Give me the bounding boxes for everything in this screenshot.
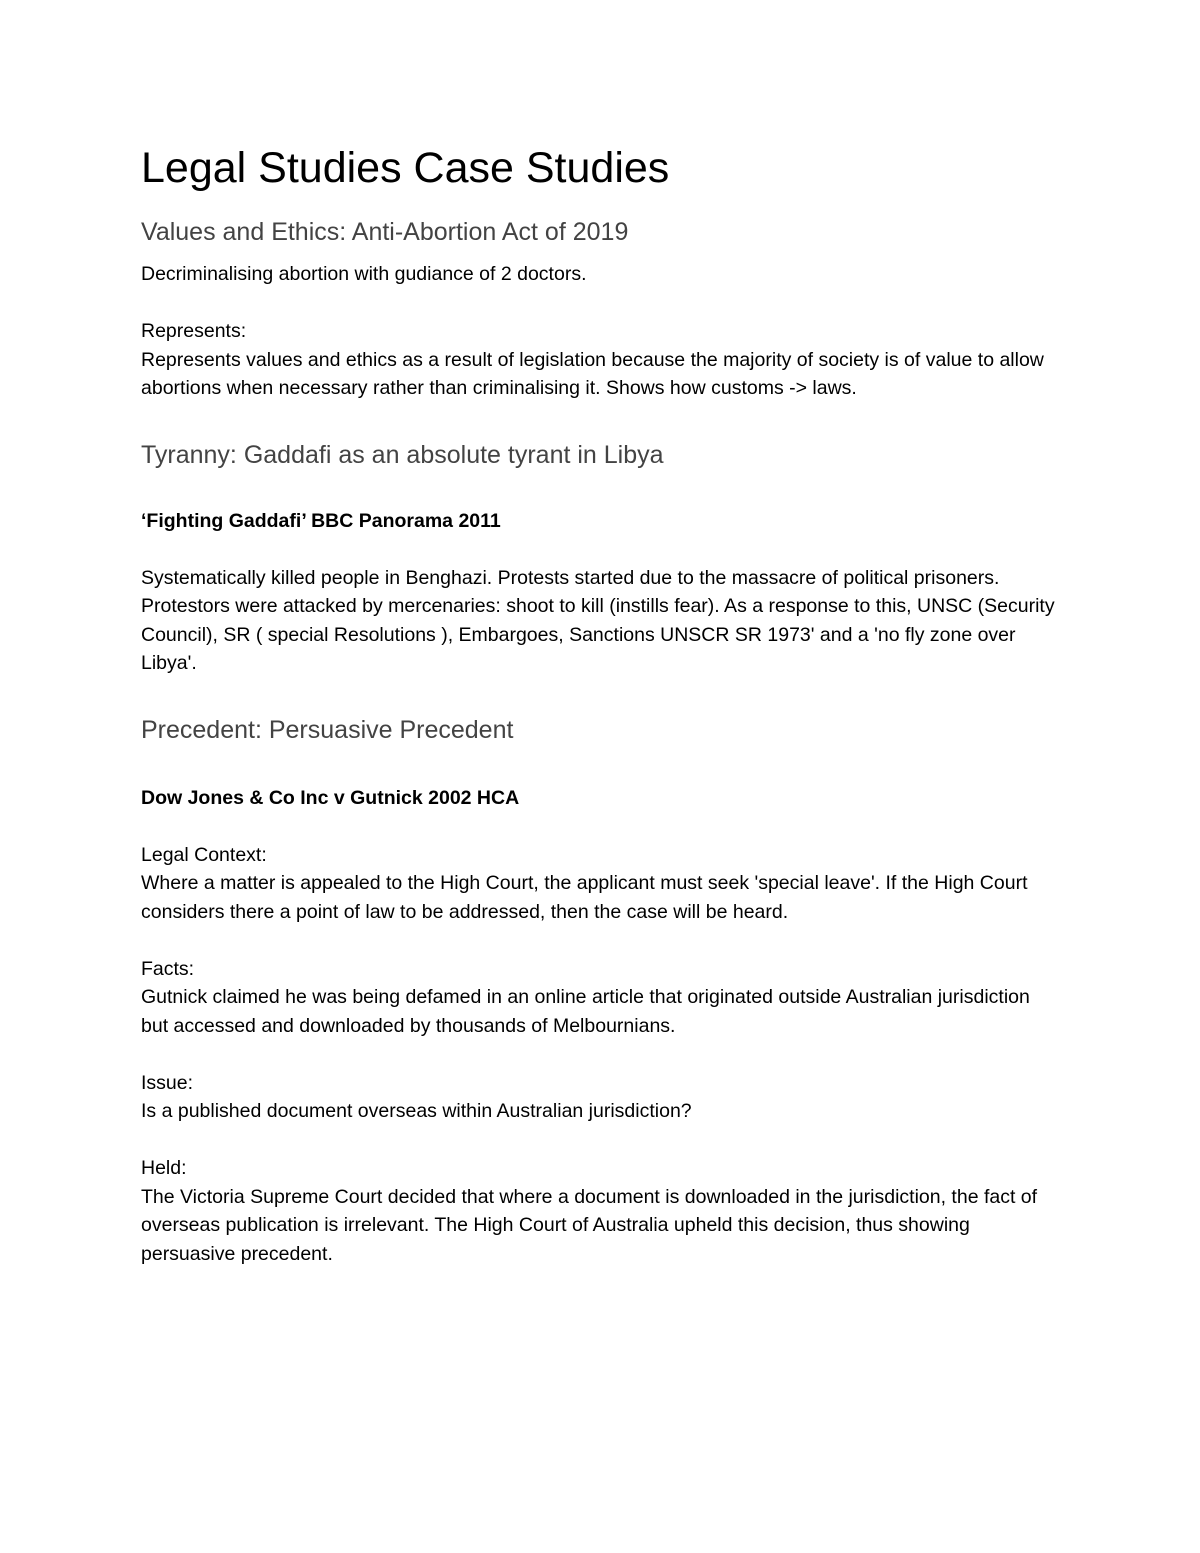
issue-text: Is a published document overseas within Australian jurisdiction? <box>141 1100 692 1122</box>
facts-text: Gutnick claimed he was being defamed in an online article that originated outside Australian jurisdiction but accessed and downloaded by thousands of Melbournians. <box>141 986 1030 1037</box>
legal-context-label: Legal Context: <box>141 843 267 866</box>
document-title: Legal Studies Case Studies <box>141 144 670 192</box>
represents-label: Represents: <box>141 320 247 342</box>
section-heading-values-ethics: Values and Ethics: Anti-Abortion Act of 2019 <box>141 218 629 246</box>
tyranny-text: Systematically killed people in Benghazi. Protests started due to the massacre of political prisoners. Protestors were attacked by mercenaries: shoot to kill (instills fear). As a response to this, UNSC (Security Council), SR ( special Resolutions ), Embargoes, Sanctions UNSCR SR 1973' and a 'no fly zone over Libya'. <box>141 566 1055 674</box>
spacer <box>141 1040 1061 1069</box>
represents-text: Represents values and ethics as a result of legislation because the majority of society is of value to allow abortions when necessary rather than criminalising it. Shows how customs -> laws. <box>141 348 1044 399</box>
section-heading-precedent: Precedent: Persuasive Precedent <box>141 715 514 744</box>
section-summary: Decriminalising abortion with gudiance of 2 doctors. <box>141 263 587 285</box>
spacer <box>141 535 1061 564</box>
legal-context-text: Where a matter is appealed to the High Court, the applicant must seek 'special leave'. If the High Court considers there a point of law to be addressed, then the case will be heard. <box>141 872 1028 923</box>
spacer <box>141 1126 1061 1155</box>
case-title-gaddafi: ‘Fighting Gaddafi’ BBC Panorama 2011 <box>141 509 501 532</box>
spacer <box>141 289 1061 318</box>
document-page <box>141 140 1061 1268</box>
case-title-dow-jones: Dow Jones & Co Inc v Gutnick 2002 HCA <box>141 786 520 809</box>
issue-label: Issue: <box>141 1071 194 1094</box>
held-text: The Victoria Supreme Court decided that where a document is downloaded in the jurisdiction, the fact of overseas publication is irrelevant. The High Court of Australia upheld this decision, thus showing persuasive precedent. <box>141 1185 1038 1265</box>
held-label: Held: <box>141 1157 187 1179</box>
spacer <box>141 812 1061 841</box>
section-heading-tyranny: Tyranny: Gaddafi as an absolute tyrant in Libya <box>141 440 664 469</box>
spacer <box>141 746 1061 784</box>
spacer <box>141 471 1061 507</box>
facts-label: Facts: <box>141 957 195 980</box>
spacer <box>141 926 1061 955</box>
